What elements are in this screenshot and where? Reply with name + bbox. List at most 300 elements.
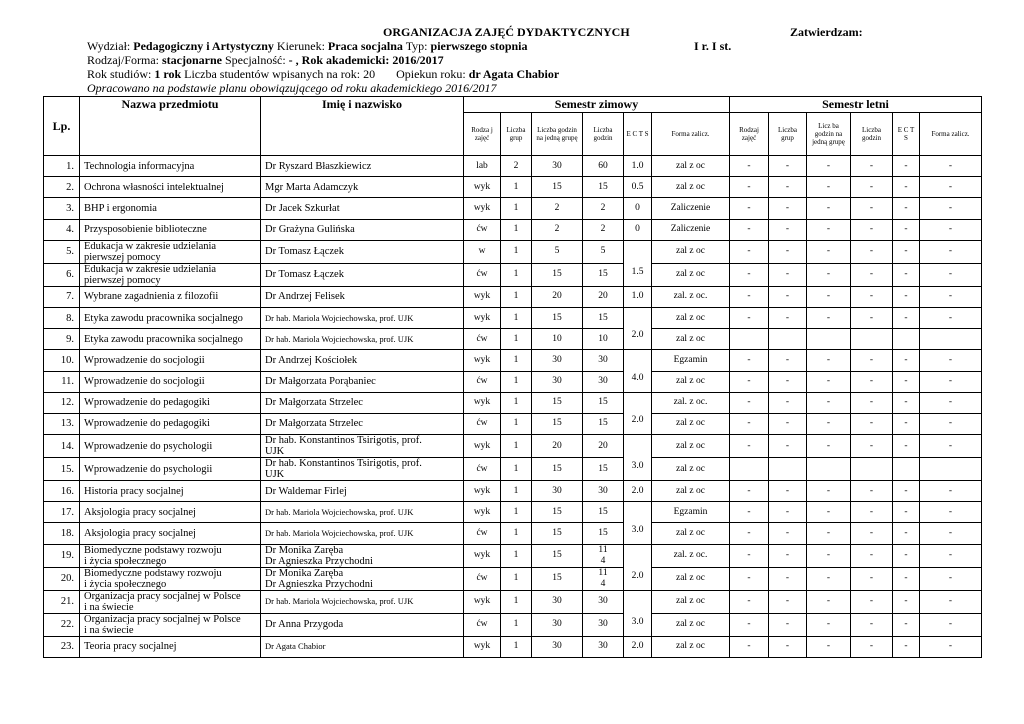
summer-cell: - [769,371,807,392]
winter-hours-cell: 30 [583,371,624,392]
summer-cell: - [807,544,851,567]
row-number: 17. [44,502,80,523]
direction-label: Kierunek: [276,39,325,53]
summer-cell: - [851,240,893,263]
summer-cell: - [730,613,769,636]
col-winter-form: Forma zalicz. [652,113,730,156]
winter-kind-cell: wyk [464,198,501,219]
row-number: 19. [44,544,80,567]
summer-cell: - [769,198,807,219]
winter-ects-cell: 2.0 [624,481,652,502]
col-winter-ects: E C T S [624,113,652,156]
winter-form-cell: zal. z oc. [652,392,730,413]
teacher-cell: Dr hab. Mariola Wojciechowska, prof. UJK [261,590,464,613]
winter-form-cell: zal z oc [652,523,730,544]
teacher-cell: Dr Ryszard Błaszkiewicz [261,156,464,177]
table-row [44,156,982,177]
summer-cell: - [851,307,893,328]
winter-form-cell: Zaliczenie [652,219,730,240]
summer-cell: - [920,156,982,177]
summer-cell: - [920,286,982,307]
winter-hours-per-group-cell: 15 [532,413,583,434]
winter-form-cell: zal z oc [652,177,730,198]
summer-cell: - [769,481,807,502]
winter-hours-per-group-cell: 20 [532,435,583,458]
winter-ects-cell: 2.0 [624,307,652,349]
summer-cell: - [807,502,851,523]
col-summer-kind: Rodzaj zajęć [730,113,769,156]
winter-groups-cell: 1 [501,567,532,590]
summer-cell: - [893,240,920,263]
summer-cell: - [851,636,893,657]
winter-groups-cell: 1 [501,240,532,263]
form-line [87,54,444,67]
summer-cell: - [893,613,920,636]
winter-form-cell: zal z oc [652,481,730,502]
row-number: 20. [44,567,80,590]
teacher-cell: Dr Tomasz Łączek [261,263,464,286]
spec-value: - , Rok akademicki: 2016/2017 [288,53,444,67]
summer-cell: - [769,544,807,567]
winter-hours-per-group-cell: 30 [532,371,583,392]
summer-cell: - [730,286,769,307]
winter-groups-cell: 1 [501,544,532,567]
col-summer-groups: Liczba grup [769,113,807,156]
teacher-cell: Dr hab. Konstantinos Tsirigotis, prof. UJK [261,435,464,458]
summer-cell: - [769,286,807,307]
summer-cell: - [851,544,893,567]
summer-cell: - [769,413,807,434]
row-number: 14. [44,435,80,458]
winter-hours-cell: 11 4 [583,544,624,567]
table-row [44,329,982,350]
summer-cell: - [730,156,769,177]
summer-cell: - [920,198,982,219]
row-number: 5. [44,240,80,263]
winter-hours-per-group-cell: 20 [532,286,583,307]
winter-groups-cell: 1 [501,286,532,307]
summer-cell: - [920,544,982,567]
summer-cell: - [730,636,769,657]
summer-cell: - [730,523,769,544]
winter-hours-cell: 15 [583,392,624,413]
subject-cell: Przysposobienie biblioteczne [80,219,261,240]
table-row [44,350,982,371]
teacher-cell: Dr hab. Mariola Wojciechowska, prof. UJK [261,523,464,544]
summer-cell: - [807,636,851,657]
winter-form-cell: zal. z oc. [652,544,730,567]
summer-cell: - [769,435,807,458]
row-number: 18. [44,523,80,544]
summer-cell: - [730,435,769,458]
winter-ects-cell: 4.0 [624,350,652,392]
table-row [44,523,982,544]
winter-hours-per-group-cell: 30 [532,590,583,613]
summer-cell: - [769,636,807,657]
winter-groups-cell: 1 [501,392,532,413]
winter-hours-cell: 20 [583,286,624,307]
row-number: 11. [44,371,80,392]
row-number: 16. [44,481,80,502]
summer-cell: - [920,263,982,286]
subject-cell: Technologia informacyjna [80,156,261,177]
summer-cell: - [769,392,807,413]
winter-ects-cell: 3.0 [624,502,652,544]
summer-cell: - [893,567,920,590]
winter-ects-cell: 2.0 [624,392,652,434]
summer-cell: - [730,263,769,286]
page-title: ORGANIZACJA ZAJĘĆ DYDAKTYCZNYCH [383,25,630,39]
table-row [44,636,982,657]
students-label: Liczba studentów wpisanych na rok: [184,67,361,81]
col-summer-hours: Liczba godzin [851,113,893,156]
summer-cell: - [893,435,920,458]
winter-hours-per-group-cell: 30 [532,636,583,657]
faculty-label: Wydział: [87,39,131,53]
row-number: 13. [44,413,80,434]
summer-cell: - [851,350,893,371]
study-year-label: Rok studiów: [87,67,152,81]
subject-cell: Aksjologia pracy socjalnej [80,502,261,523]
winter-hours-cell: 30 [583,636,624,657]
subject-cell: Organizacja pracy socjalnej w Polsce i na świecie [80,613,261,636]
subject-cell: Biomedyczne podstawy rozwoju i życia społecznego [80,544,261,567]
teacher-cell: Dr Małgorzata Strzelec [261,413,464,434]
table-row [44,198,982,219]
winter-groups-cell: 1 [501,371,532,392]
winter-form-cell: zal z oc [652,636,730,657]
summer-cell: - [893,307,920,328]
col-teacher: Imię i nazwisko [261,97,464,156]
winter-form-cell: zal z oc [652,413,730,434]
winter-form-cell: zal z oc [652,329,730,350]
summer-cell: - [807,240,851,263]
row-number: 23. [44,636,80,657]
summer-cell: - [893,481,920,502]
winter-hours-per-group-cell: 2 [532,219,583,240]
winter-kind-cell: ćw [464,613,501,636]
winter-form-cell: zal z oc [652,590,730,613]
summer-cell [920,329,982,350]
row-number: 2. [44,177,80,198]
summer-cell: - [730,392,769,413]
winter-kind-cell: w [464,240,501,263]
summer-cell: - [769,307,807,328]
summer-cell: - [851,177,893,198]
winter-groups-cell: 1 [501,263,532,286]
table-row [44,371,982,392]
winter-hours-cell: 5 [583,240,624,263]
summer-cell [769,329,807,350]
col-lp: Lp. [44,97,80,156]
winter-kind-cell: ćw [464,371,501,392]
summer-cell: - [920,371,982,392]
winter-form-cell: zal z oc [652,371,730,392]
winter-form-cell: Zaliczenie [652,198,730,219]
summer-cell: - [730,590,769,613]
winter-kind-cell: ćw [464,219,501,240]
winter-ects-cell: 2.0 [624,636,652,657]
summer-cell: - [730,371,769,392]
winter-ects-cell: 0 [624,219,652,240]
summer-cell: - [893,156,920,177]
winter-kind-cell: wyk [464,350,501,371]
winter-hours-cell: 30 [583,590,624,613]
col-winter-hours: Liczba godzin [583,113,624,156]
summer-cell: - [769,590,807,613]
summer-cell [730,458,769,481]
col-winter-kind: Rodza j zajęć [464,113,501,156]
summer-cell: - [893,523,920,544]
teacher-cell: Dr Monika Zaręba Dr Agnieszka Przychodni [261,544,464,567]
winter-hours-cell: 11 4 [583,567,624,590]
winter-kind-cell: wyk [464,435,501,458]
summer-cell: - [730,219,769,240]
teacher-cell: Dr hab. Mariola Wojciechowska, prof. UJK [261,502,464,523]
approve-label: Zatwierdzam: [790,25,863,39]
summer-cell [851,329,893,350]
subject-cell: Historia pracy socjalnej [80,481,261,502]
summer-cell [893,458,920,481]
winter-form-cell: zal z oc [652,263,730,286]
winter-hours-cell: 15 [583,458,624,481]
table-row [44,219,982,240]
winter-kind-cell: ćw [464,523,501,544]
winter-hours-per-group-cell: 15 [532,567,583,590]
winter-form-cell: zal z oc [652,567,730,590]
row-number: 1. [44,156,80,177]
summer-cell: - [920,481,982,502]
summer-cell: - [807,613,851,636]
winter-hours-per-group-cell: 15 [532,458,583,481]
direction-value: Praca socjalna [327,39,403,53]
winter-groups-cell: 1 [501,502,532,523]
summer-cell: - [851,502,893,523]
summer-cell: - [851,371,893,392]
subject-cell: Edukacja w zakresie udzielania pierwszej pomocy [80,263,261,286]
summer-cell: - [920,502,982,523]
summer-cell: - [730,240,769,263]
teacher-cell: Dr Anna Przygoda [261,613,464,636]
summer-cell [851,458,893,481]
type-value: pierwszego stopnia [430,39,528,53]
teacher-cell: Dr Małgorzata Strzelec [261,392,464,413]
row-number: 7. [44,286,80,307]
subject-cell: Organizacja pracy socjalnej w Polsce i na świecie [80,590,261,613]
winter-kind-cell: wyk [464,392,501,413]
teacher-cell: Dr Waldemar Firlej [261,481,464,502]
teacher-cell: Dr hab. Konstantinos Tsirigotis, prof. UJK [261,458,464,481]
summer-cell: - [730,481,769,502]
winter-form-cell: zal z oc [652,307,730,328]
winter-ects-cell: 3.0 [624,435,652,481]
col-winter-semester: Semestr zimowy [464,97,730,113]
winter-hours-per-group-cell: 15 [532,307,583,328]
summer-cell: - [807,413,851,434]
summer-cell: - [851,392,893,413]
summer-cell: - [851,613,893,636]
winter-hours-per-group-cell: 30 [532,613,583,636]
summer-cell: - [769,219,807,240]
winter-hours-cell: 15 [583,523,624,544]
summer-cell: - [807,198,851,219]
winter-hours-cell: 30 [583,481,624,502]
summer-cell: - [851,219,893,240]
table-row [44,590,982,613]
summer-cell: - [893,544,920,567]
winter-hours-cell: 15 [583,263,624,286]
summer-cell: - [920,567,982,590]
teacher-cell: Dr Małgorzata Porąbaniec [261,371,464,392]
summer-cell: - [920,350,982,371]
winter-kind-cell: ćw [464,413,501,434]
teacher-cell: Mgr Marta Adamczyk [261,177,464,198]
winter-kind-cell: ćw [464,458,501,481]
summer-cell: - [920,523,982,544]
subject-cell: Wprowadzenie do psychologii [80,458,261,481]
form-label: Rodzaj/Forma: [87,53,159,67]
winter-hours-per-group-cell: 15 [532,263,583,286]
winter-form-cell: zal z oc [652,240,730,263]
summer-cell [920,458,982,481]
col-summer-ects: E C T S [893,113,920,156]
winter-ects-cell: 0 [624,198,652,219]
winter-groups-cell: 1 [501,636,532,657]
summer-cell: - [730,544,769,567]
summer-cell: - [920,413,982,434]
winter-hours-per-group-cell: 2 [532,198,583,219]
summer-cell: - [730,350,769,371]
row-number: 21. [44,590,80,613]
schedule-table [43,96,982,658]
col-winter-hours-per-group: Liczba godzin na jedną grupę [532,113,583,156]
guardian-value: dr Agata Chabior [468,67,560,81]
summer-cell: - [807,286,851,307]
winter-ects-cell: 1.0 [624,286,652,307]
summer-cell: - [807,219,851,240]
winter-kind-cell: wyk [464,177,501,198]
students-value: 20 [363,67,376,81]
winter-kind-cell: wyk [464,286,501,307]
teacher-cell: Dr hab. Mariola Wojciechowska, prof. UJK [261,307,464,328]
winter-hours-per-group-cell: 30 [532,350,583,371]
winter-groups-cell: 1 [501,458,532,481]
row-number: 22. [44,613,80,636]
summer-cell: - [769,523,807,544]
winter-hours-cell: 30 [583,613,624,636]
winter-kind-cell: ćw [464,329,501,350]
summer-cell: - [851,523,893,544]
summer-cell [807,329,851,350]
teacher-cell: Dr Tomasz Łączek [261,240,464,263]
summer-cell: - [769,156,807,177]
summer-cell: - [851,286,893,307]
summer-cell: - [807,435,851,458]
study-year-line [87,68,559,81]
summer-cell [893,329,920,350]
summer-cell: - [807,263,851,286]
winter-form-cell: zal z oc [652,613,730,636]
summer-cell: - [730,413,769,434]
summer-cell: - [851,413,893,434]
winter-kind-cell: wyk [464,502,501,523]
winter-hours-cell: 15 [583,177,624,198]
summer-cell: - [893,177,920,198]
subject-cell: Aksjologia pracy socjalnej [80,523,261,544]
summer-cell: - [893,392,920,413]
subject-cell: Wybrane zagadnienia z filozofii [80,286,261,307]
winter-groups-cell: 1 [501,481,532,502]
winter-kind-cell: lab [464,156,501,177]
winter-kind-cell: wyk [464,307,501,328]
table-row [44,567,982,590]
subject-cell: Etyka zawodu pracownika socjalnego [80,329,261,350]
teacher-cell: Dr Andrzej Felisek [261,286,464,307]
summer-cell: - [807,307,851,328]
winter-groups-cell: 2 [501,156,532,177]
winter-ects-cell: 0.5 [624,177,652,198]
summer-cell: - [730,307,769,328]
summer-cell: - [893,502,920,523]
subject-cell: BHP i ergonomia [80,198,261,219]
winter-groups-cell: 1 [501,307,532,328]
subject-cell: Edukacja w zakresie udzielania pierwszej pomocy [80,240,261,263]
summer-cell: - [893,219,920,240]
winter-form-cell: zal z oc [652,458,730,481]
winter-hours-per-group-cell: 30 [532,156,583,177]
col-summer-form: Forma zalicz. [920,113,982,156]
form-value: stacjonarne [162,53,222,67]
row-number: 15. [44,458,80,481]
winter-hours-per-group-cell: 30 [532,481,583,502]
winter-hours-cell: 20 [583,435,624,458]
study-year-value: 1 rok [154,67,182,81]
faculty-line [87,40,528,53]
summer-cell: - [769,240,807,263]
winter-groups-cell: 1 [501,590,532,613]
table-row [44,286,982,307]
teacher-cell: Dr Grażyna Gulińska [261,219,464,240]
winter-ects-cell: 2.0 [624,544,652,590]
table-row [44,613,982,636]
subject-cell: Etyka zawodu pracownika socjalnego [80,307,261,328]
winter-hours-cell: 15 [583,502,624,523]
winter-form-cell: zal. z oc. [652,286,730,307]
summer-cell: - [807,350,851,371]
spec-label: Specjalność: [225,53,286,67]
table-row [44,458,982,481]
winter-hours-per-group-cell: 15 [532,523,583,544]
winter-hours-cell: 2 [583,198,624,219]
summer-cell: - [920,636,982,657]
summer-cell: - [730,567,769,590]
faculty-value: Pedagogiczny i Artystyczny [133,39,274,53]
summer-cell: - [769,567,807,590]
summer-cell: - [893,636,920,657]
row-number: 9. [44,329,80,350]
year-level: I r. I st. [694,39,732,53]
summer-cell: - [851,198,893,219]
summer-cell: - [730,502,769,523]
table-row [44,263,982,286]
col-winter-groups: Liczba grup [501,113,532,156]
subject-cell: Ochrona własności intelektualnej [80,177,261,198]
table-body [44,156,982,658]
winter-ects-cell: 1.5 [624,240,652,286]
subject-cell: Biomedyczne podstawy rozwoju i życia społecznego [80,567,261,590]
summer-cell: - [769,263,807,286]
table-row [44,544,982,567]
